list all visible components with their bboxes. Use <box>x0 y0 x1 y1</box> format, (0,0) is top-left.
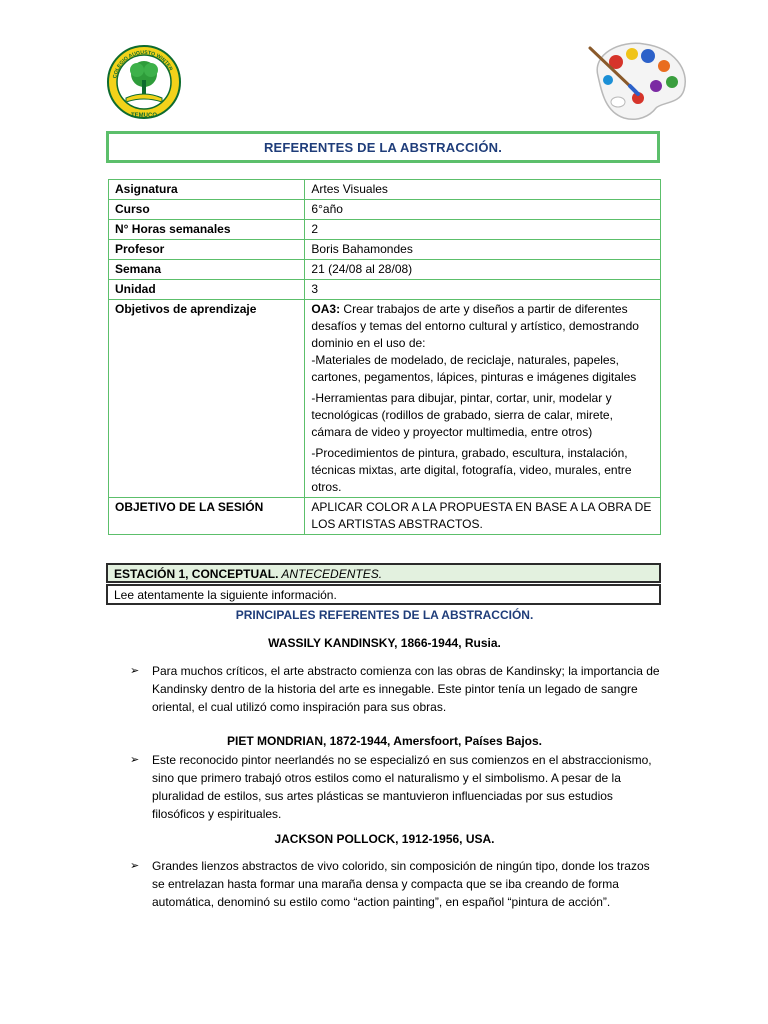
objectives-value <box>305 300 661 498</box>
station-header <box>106 563 661 583</box>
artist-bullet-kandinsky <box>130 662 662 718</box>
row-key: Profesor <box>109 240 305 260</box>
row-key: Curso <box>109 200 305 220</box>
document-title: REFERENTES DE LA ABSTRACCIÓN. <box>263 139 503 155</box>
station-instruction: Lee atentamente la siguiente información. <box>106 584 661 605</box>
objective-item-materials: -Materiales de modelado, de reciclaje, naturales, papeles, cartones, pegamentos, lápices, pinturas e imágenes digitales <box>311 353 637 384</box>
artist-heading-mondrian: PIET MONDRIAN, 1872-1944, Amersfoort, Países Bajos. <box>227 734 542 748</box>
row-key: Unidad <box>109 280 305 300</box>
logo-arc-text: COLEGIO AUGUSTO WINTER <box>112 49 174 79</box>
objective-intro-text: Crear trabajos de arte y diseños a partir de diferentes desafíos y temas del entorno cultural y artístico, demostrando dominio en el uso de: <box>311 302 639 350</box>
table-row <box>109 180 661 200</box>
artist-bullet-mondrian <box>130 751 662 823</box>
row-key: N° Horas semanales <box>109 220 305 240</box>
session-value: APLICAR COLOR A LA PROPUESTA EN BASE A LA OBRA DE LOS ARTISTAS ABSTRACTOS. <box>305 498 661 535</box>
row-value: Boris Bahamondes <box>305 240 661 260</box>
station-label-italic: ANTECEDENTES. <box>278 567 383 581</box>
objective-code: OA3: <box>311 302 341 316</box>
row-value: Artes Visuales <box>305 180 661 200</box>
artist-heading-pollock: JACKSON POLLOCK, 1912-1956, USA. <box>274 832 495 846</box>
objective-item-tools: -Herramientas para dibujar, pintar, cortar, unir, modelar y tecnológicas (rodillos de grabado, sierra de calar, mirete, cámara de video y proyector multimedia, entre otros) <box>311 391 613 439</box>
row-key: Semana <box>109 260 305 280</box>
objective-item-procedures: -Procedimientos de pintura, grabado, escultura, instalación, técnicas mixtas, arte digital, fotografía, video, murales, entre otros. <box>311 446 632 494</box>
table-row-objectives <box>109 300 661 498</box>
objectives-intro <box>311 301 654 352</box>
school-logo <box>104 42 184 122</box>
row-value: 21 (24/08 al 28/08) <box>305 260 661 280</box>
document-title-box <box>106 131 660 163</box>
artist-text: Para muchos críticos, el arte abstracto comienza con las obras de Kandinsky; la importancia de Kandinsky dentro de la historia del arte es innegable. Este pintor tenía un legado de sangre oriental, el cual utilizó como inspiración para sus obras. <box>152 664 660 714</box>
row-value: 3 <box>305 280 661 300</box>
bullet-arrow-icon: ➢ <box>130 754 140 766</box>
bullet-arrow-icon: ➢ <box>130 860 140 872</box>
row-key: Asignatura <box>109 180 305 200</box>
paint-palette-icon <box>586 36 694 126</box>
logo-city-text: TEMUCO <box>131 113 157 119</box>
objectives-key: Objetivos de aprendizaje <box>109 300 305 498</box>
bullet-arrow-icon: ➢ <box>130 665 140 677</box>
session-key: OBJETIVO DE LA SESIÓN <box>109 498 305 535</box>
row-value: 6°año <box>305 200 661 220</box>
station-label: ESTACIÓN 1, CONCEPTUAL. <box>114 567 279 581</box>
artist-text: Grandes lienzos abstractos de vivo colorido, sin composición de ningún tipo, donde los trazos se entrelazan hasta formar una maraña densa y compacta que se iba creando de forma automática, denominó su estilo como “action painting”, en español “pintura de acción”. <box>152 859 650 909</box>
row-value: 2 <box>305 220 661 240</box>
artist-bullet-pollock <box>130 857 662 929</box>
artist-heading-kandinsky: WASSILY KANDINSKY, 1866-1944, Rusia. <box>268 636 501 650</box>
course-info-table <box>108 179 661 535</box>
table-row <box>109 200 661 220</box>
section-subtitle: PRINCIPALES REFERENTES DE LA ABSTRACCIÓN. <box>235 608 534 622</box>
table-row <box>109 220 661 240</box>
artist-text: Este reconocido pintor neerlandés no se especializó en sus comienzos en el abstraccionismo, sino que primero trabajó otros estilos como el naturalismo y el simbolismo. A pesar de la pluralidad de estilos, sus artes plásticas se mantuvieron influenciadas por sus estudios filosóficos y espirituales. <box>152 753 652 821</box>
table-row <box>109 240 661 260</box>
table-row <box>109 260 661 280</box>
table-row <box>109 280 661 300</box>
table-row-session <box>109 498 661 535</box>
